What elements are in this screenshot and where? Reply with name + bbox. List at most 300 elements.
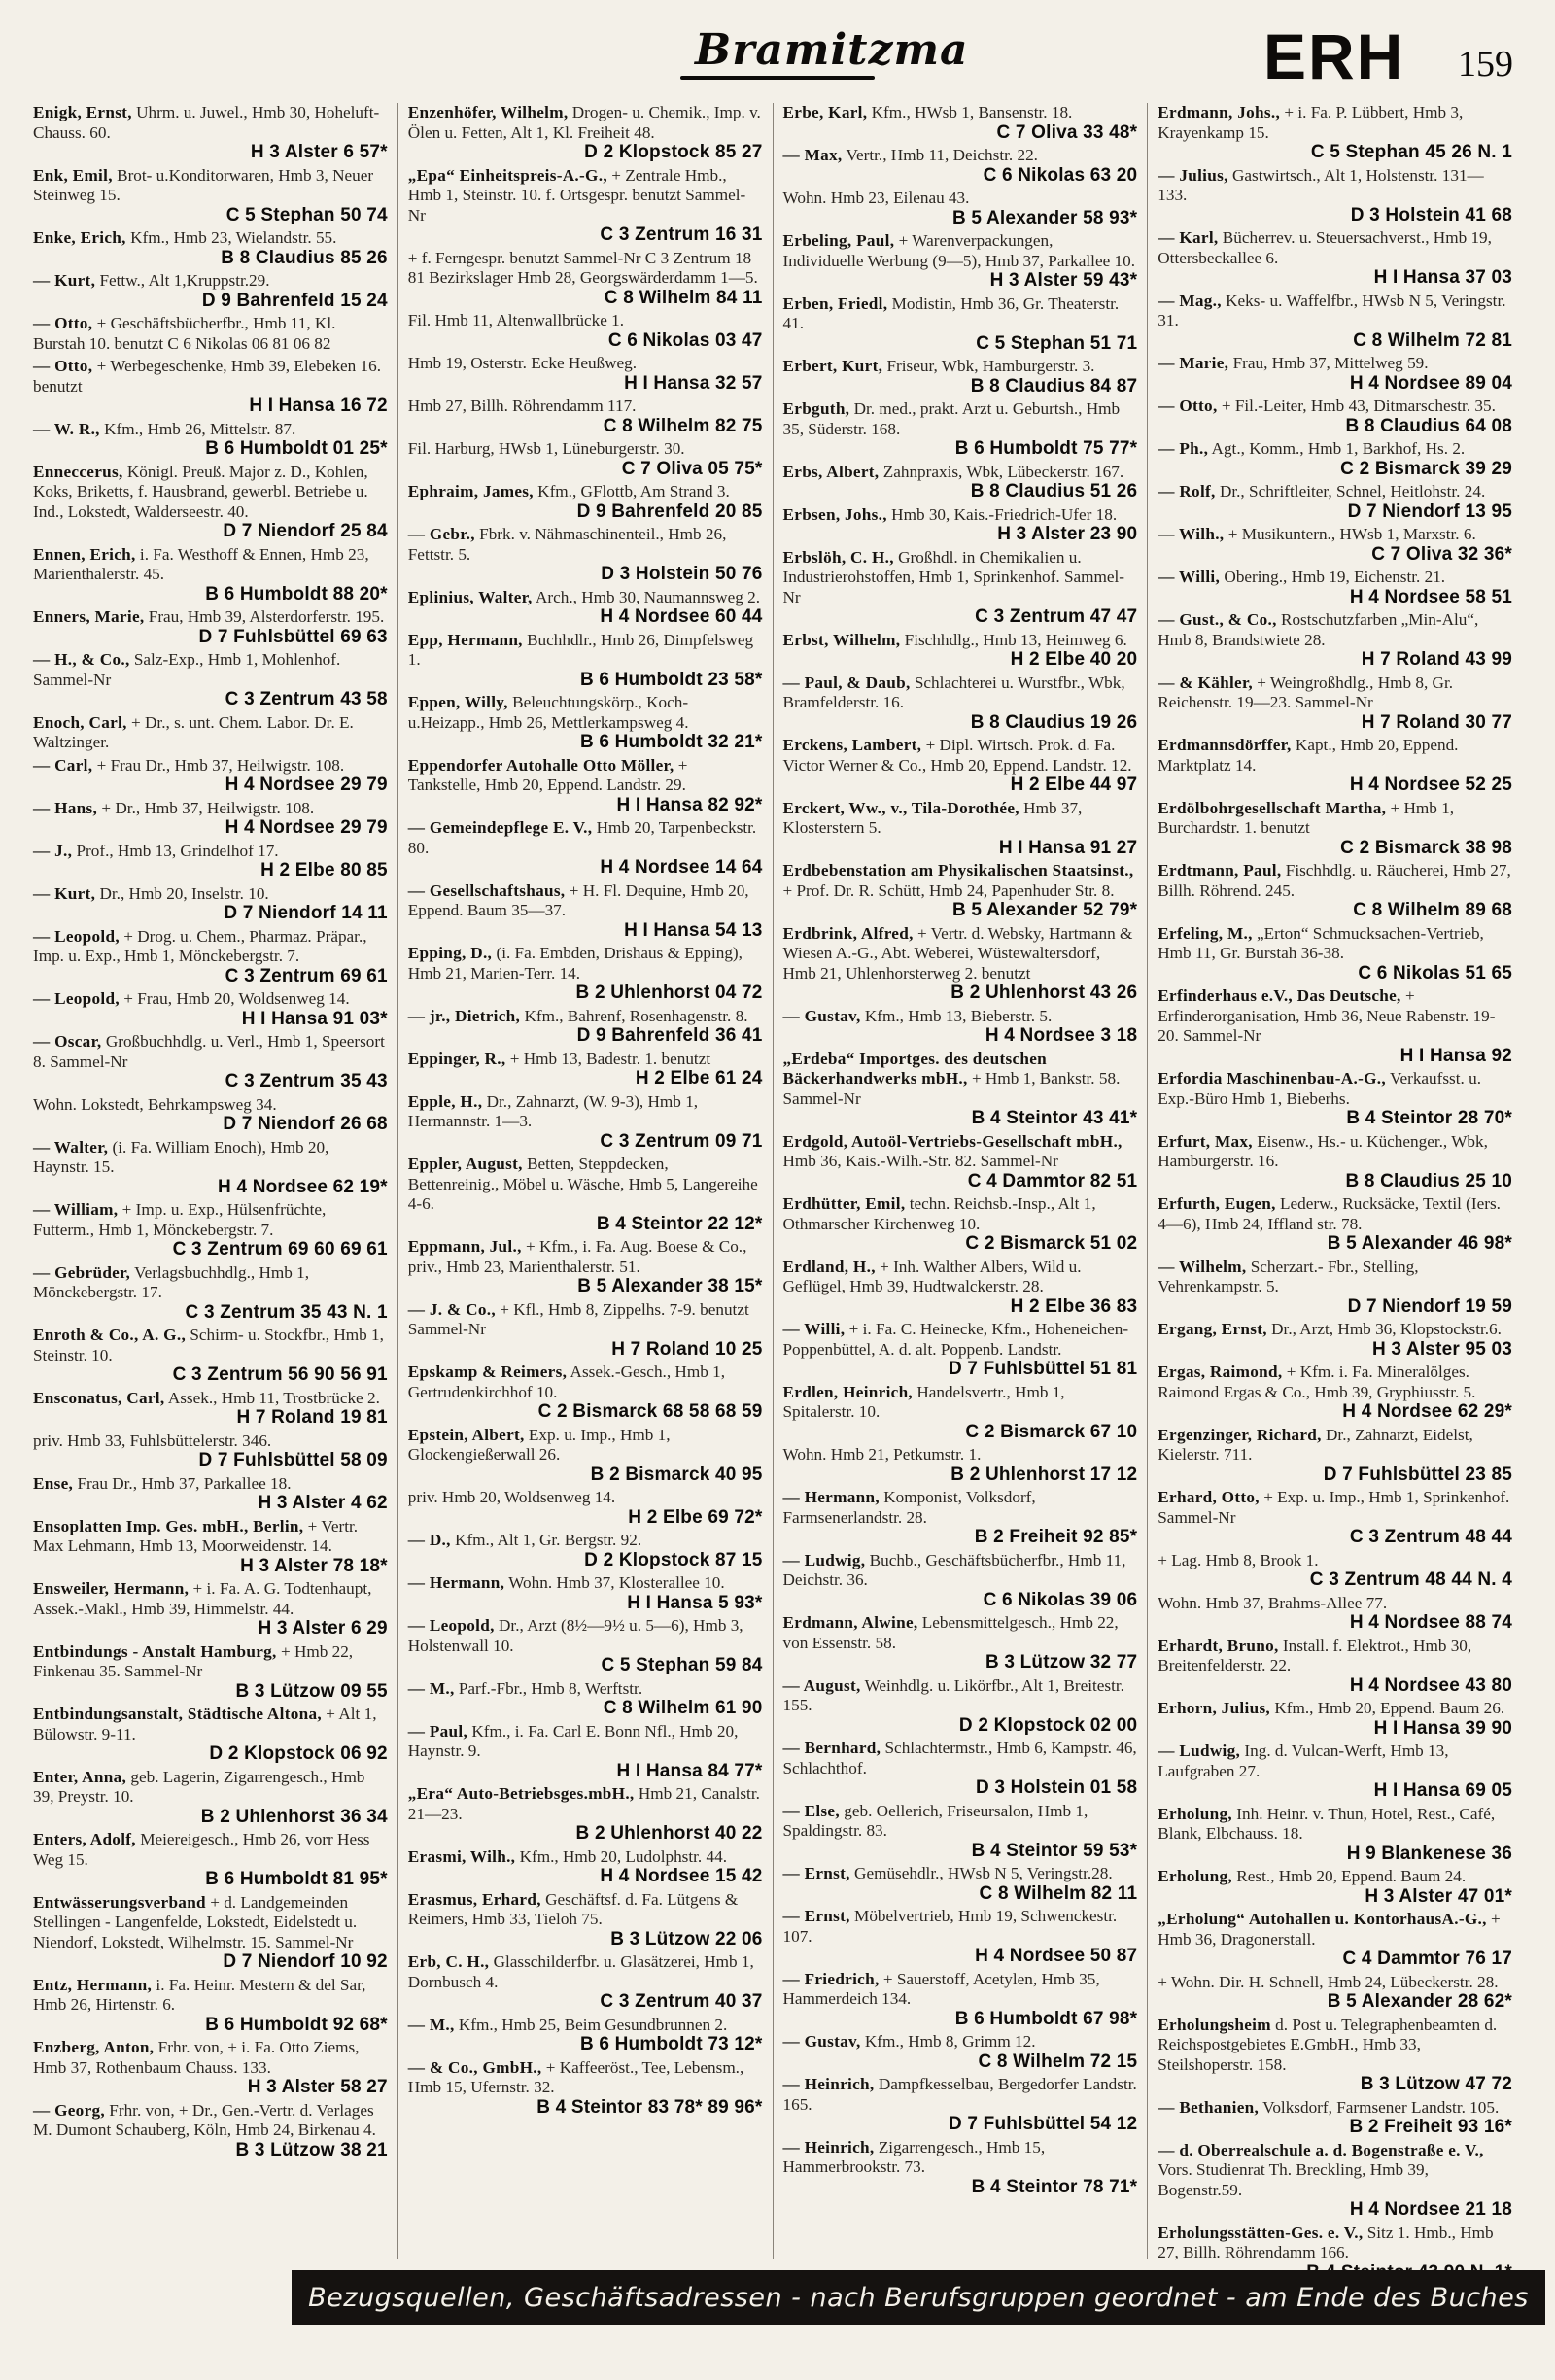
entry-name: — Oscar, [33,1032,102,1051]
entry-name: — Rolf, [1158,482,1216,500]
entry-phone: H I Hansa 5 93* [627,1592,763,1613]
directory-entry [408,525,763,585]
entry-phone: D 9 Bahrenfeld 15 24 [201,290,388,311]
directory-entry [33,842,388,881]
entry-phone: D 7 Fuhlsbüttel 54 12 [949,2114,1138,2134]
entry-name: Erholung, [1158,1804,1232,1823]
entry-details: Install. f. Elektrot., Hmb 30, Breitenfelderstr. 22. [1158,1636,1472,1674]
entry-phone: H 3 Alster 4 62 [258,1493,388,1513]
entry-phone: D 9 Bahrenfeld 36 41 [576,1025,763,1046]
entry-phone: B 2 Freiheit 92 85* [974,1527,1138,1547]
directory-entry [783,505,1138,545]
entry-name: „Era“ Auto-Betriebsges.mbH., [407,1784,635,1803]
entry-phone: H I Hansa 16 72 [249,396,388,416]
entry-details: Kfm., Alt 1, Gr. Bergstr. 92. [455,1531,642,1549]
entry-phone: C 6 Nikolas 39 06 [983,1589,1138,1610]
directory-entry [33,1474,388,1514]
entry-phone: B 4 Steintor 43 41* [971,1108,1138,1128]
directory-entry [408,693,763,753]
directory-entry [408,249,763,309]
entry-name: Erbs, Albert, [782,462,880,481]
directory-entry [1158,1910,1512,1970]
entry-details: Kfm., i. Fa. Carl E. Bonn Nfl., Hmb 20, Haynstr. 9. [407,1721,739,1760]
directory-entry [1158,292,1512,352]
directory-entry [33,1138,388,1198]
directory-entry [783,1383,1138,1443]
directory-entry [408,482,763,522]
entry-phone: H 7 Roland 30 77 [1361,711,1512,733]
directory-entry [1158,1320,1512,1360]
entry-name: — M., [407,2015,455,2034]
directory-entry [1158,103,1512,163]
entry-phone: C 8 Wilhelm 89 68 [1353,900,1512,920]
entry-name: — & Co., GmbH., [407,2057,542,2077]
entry-name: Erholungsheim [1158,2015,1271,2034]
entry-details: Fischhdlg. u. Räucherei, Hmb 27, Billh. Röhrend. 245. [1158,861,1511,900]
directory-entry [1158,1699,1512,1739]
entry-name: — Bernhard, [782,1739,881,1757]
directory-entry [33,103,388,163]
directory-entry [1158,1426,1512,1486]
directory-entry [783,1676,1138,1737]
entry-name: — Gust., & Co., [1158,610,1277,629]
directory-entry [33,2101,388,2161]
entry-name: Erdgold, Autoöl-Vertriebs-Gesellschaft mbH., [782,1131,1123,1151]
entry-name: — Leopold, [407,1616,495,1635]
directory-entry [1158,1805,1512,1865]
entry-phone: D 2 Klopstock 06 92 [209,1743,388,1764]
entry-details: + Frau, Hmb 20, Woldsenweg 14. [123,989,350,1008]
entry-name: — Otto, [1158,397,1218,415]
entry-phone: C 3 Zentrum 48 44 N. 4 [1309,1569,1512,1590]
entry-phone: C 5 Stephan 45 26 N. 1 [1310,142,1512,162]
entry-name: Erhard, Otto, [1158,1488,1260,1506]
entry-name: „Erholung“ Autohallen u. KontorhausA.-G., [1158,1910,1487,1928]
entry-name: Enzberg, Anton, [33,2038,155,2056]
directory-entry [408,354,763,394]
entry-details: Frau Dr., Hmb 37, Parkallee 18. [77,1473,292,1493]
entry-details: Meiereigesch., Hmb 26, vorr Hess Weg 15. [33,1830,370,1869]
entry-phone: C 7 Oliva 05 75* [621,458,763,479]
entry-details: + Dipl. Wirtsch. Prok. d. Fa. Victor Werner & Co., Hmb 20, Eppend. Landstr. 12. [782,736,1132,775]
entry-details: Zigarrengesch., Hmb 15, Hammerbrookstr. 73. [782,2137,1046,2176]
entry-details: Frau, Hmb 37, Mittelweg 59. [1232,354,1429,372]
entry-phone: C 6 Nikolas 63 20 [983,164,1138,186]
entry-name: — Heinrich, [782,2137,875,2156]
entry-details: Glasschilderfbr. u. Glasätzerei, Hmb 1, Dornbusch 4. [407,1952,754,1991]
entry-name: — Gemeindepflege E. V., [407,818,593,837]
directory-entry [33,545,388,605]
entry-details: + Geschäftsbücherfbr., Hmb 11, Kl. Burstah 10. benutzt C 6 Nikolas 06 81 06 82 [33,314,336,353]
directory-entry [783,189,1138,228]
entry-phone: H I Hansa 91 27 [998,837,1138,858]
entry-details: Lederw., Rucksäcke, Textil (Iers. 4—6), Hmb 24, Iffland str. 78. [1158,1194,1501,1233]
entry-name: — Ernst, [782,1907,850,1925]
entry-phone: H 4 Nordsee 52 25 [1349,775,1512,795]
directory-entry [408,103,763,163]
directory-entry [33,357,388,417]
entry-name: — Leopold, [33,989,120,1008]
entry-details: + Imp. u. Exp., Hülsenfrüchte, Futterm., Hmb 1, Mönckebergstr. 7. [33,1200,327,1239]
entry-name: Erasmi, Wilh., [407,1846,516,1866]
entry-phone: D 2 Klopstock 85 27 [584,142,763,162]
page-number: 159 [1458,44,1513,85]
entry-phone: D 7 Niendorf 26 68 [223,1114,388,1134]
directory-entry [783,294,1138,355]
entry-details: + H. Fl. Dequine, Hmb 20, Eppend. Baum 35—37. [407,880,749,919]
directory-entry [783,463,1138,502]
entry-phone: H 3 Alster 95 03 [1371,1338,1512,1360]
directory-entry [33,1095,388,1135]
directory-entry [33,314,388,354]
directory-entry [408,397,763,436]
directory-entry [783,1551,1138,1611]
entry-name: Erdbebenstation am Physikalischen Staatsinst., [782,861,1134,880]
entry-name: Enoch, Carl, [33,712,127,732]
entry-phone: H 4 Nordsee 3 18 [985,1025,1138,1046]
entry-phone: B 6 Humboldt 92 68* [205,2014,388,2035]
entry-phone: H 4 Nordsee 50 87 [975,1946,1138,1966]
entry-phone: B 8 Claudius 64 08 [1345,415,1512,436]
directory-entry [783,1320,1138,1380]
entry-phone: H 3 Alster 58 27 [247,2077,388,2097]
entry-name: Erdhütter, Emil, [782,1194,906,1213]
entry-phone: H 7 Roland 43 99 [1361,649,1512,670]
entry-name: — J. & Co., [407,1299,496,1319]
entry-details: Volksdorf, Farmsener Landstr. 105. [1262,2097,1500,2117]
entry-name: Erdbrink, Alfred, [782,923,914,943]
directory-entry [33,1893,388,1973]
entry-phone: C 8 Wilhelm 72 15 [978,2051,1138,2072]
entry-phone: B 6 Humboldt 88 20* [205,583,388,604]
entry-name: Ennen, Erich, [33,544,136,564]
entry-details: Verkaufsst. u. Exp.-Büro Hmb 1, Bieberhs. [1158,1069,1482,1108]
directory-entry [33,166,388,226]
directory-entry [408,1573,763,1613]
entry-phone: B 2 Uhlenhorst 04 72 [575,983,763,1003]
entry-details: Hmb 21, Canalstr. 21—23. [407,1784,760,1823]
entry-phone: C 2 Bismarck 68 58 68 59 [537,1401,763,1422]
directory-entry [33,1032,388,1092]
entry-details: Keks- u. Waffelfbr., HWsb N 5, Veringstr. 31. [1158,291,1506,329]
directory-entry [408,1050,763,1089]
directory-entry [1158,1194,1512,1255]
directory-entry [1158,1488,1512,1548]
entry-phone: B 3 Lützow 22 06 [610,1928,763,1949]
entry-details: geb. Lagerin, Zigarrengesch., Hmb 39, Preystr. 10. [33,1767,365,1806]
entry-phone: C 5 Stephan 59 84 [601,1655,763,1675]
entry-phone: C 2 Bismarck 51 02 [965,1233,1138,1254]
entry-details: Salz-Exp., Hmb 1, Mohlenhof. Sammel-Nr [33,650,341,689]
entry-details: Möbelvertrieb, Hmb 19, Schwenckestr. 107. [782,1907,1118,1946]
entry-phone: H I Hansa 54 13 [624,919,763,941]
entry-details: + Tankstelle, Hmb 20, Eppend. Landstr. 29. [407,755,688,794]
entry-name: — Wilhelm, [1158,1257,1247,1276]
entry-details: Kfm., Hmb 25, Beim Gesundbrunnen 2. [458,2015,728,2034]
entry-details: Hmb 19, Osterstr. Ecke Heußweg. [407,354,638,372]
entry-details: + Dr., Hmb 37, Heilwigstr. 108. [101,798,315,817]
header-script-word: Bramitzma [695,25,969,75]
entry-phone: D 3 Holstein 01 58 [976,1777,1138,1798]
entry-name: Erfurth, Eugen, [1158,1194,1276,1213]
entry-details: Wohn. Hmb 23, Eilenau 43. [782,189,970,207]
entry-name: — August, [782,1675,861,1695]
entry-details: + i. Fa. P. Lübbert, Hmb 3, Krayenkamp 15. [1158,103,1464,142]
directory-entry [783,1194,1138,1255]
directory-entry [408,756,763,816]
entry-phone: C 2 Bismarck 38 98 [1340,837,1512,858]
entry-name: — Friedrich, [782,1969,880,1988]
directory-entry [783,1802,1138,1862]
entry-details: Gastwirtsch., Alt 1, Holstenstr. 131—133. [1158,165,1484,204]
entry-phone: H I Hansa 39 90 [1373,1717,1512,1739]
entry-phone: B 5 Alexander 38 15* [577,1276,763,1296]
entry-phone: B 6 Humboldt 81 95* [205,1869,388,1889]
entry-details: geb. Oellerich, Friseursalon, Hmb 1, Spaldingstr. 83. [782,1801,1088,1840]
entry-name: Erb, C. H., [407,1952,490,1971]
entry-name: Eppinger, R., [407,1049,506,1068]
entry-details: Kfm., HWsb 1, Bansenstr. 18. [871,103,1073,121]
entry-details: Kfm., Bahrenf, Rosenhagenstr. 8. [524,1006,748,1025]
directory-entry [33,1976,388,2036]
entry-phone: C 3 Zentrum 40 37 [600,1991,763,2012]
entry-name: Eppmann, Jul., [407,1237,522,1256]
section-code: ERH [1263,20,1405,92]
entry-name: — M., [407,1678,455,1698]
entry-phone: H 4 Nordsee 29 79 [225,775,388,795]
entry-phone: B 8 Claudius 85 26 [221,247,388,268]
entry-details: Ing. d. Vulcan-Werft, Hmb 13, Laufgraben 27. [1158,1742,1449,1780]
entry-name: Epp, Hermann, [407,630,523,649]
directory-entry [783,1007,1138,1047]
entry-name: Entbindungs - Anstalt Hamburg, [33,1641,277,1661]
entry-phone: H 4 Nordsee 62 19* [218,1176,388,1197]
directory-entry [1158,166,1512,226]
entry-name: Erholungsstätten-Ges. e. V., [1158,2223,1364,2242]
entry-details: Arch., Hmb 30, Naumannsweg 2. [535,587,761,606]
directory-entry [408,1488,763,1528]
entry-details: Buchhdlr., Hmb 26, Dimpfelsweg 1. [407,630,754,669]
entry-details: priv. Hmb 20, Woldsenweg 14. [407,1488,616,1506]
entry-name: — Georg, [33,2100,105,2120]
entry-phone: H 4 Nordsee 88 74 [1349,1612,1512,1633]
entry-name: — W. R., [33,419,100,438]
header-script-underline [680,76,875,80]
directory-entry [408,1784,763,1845]
directory-entry [783,924,1138,1004]
entry-name: Entwässerungsverband [33,1892,206,1912]
entry-phone: C 3 Zentrum 56 90 56 91 [172,1364,388,1385]
entry-details: Kfm., Hmb 8, Grimm 12. [864,2032,1036,2051]
directory-entry [33,989,388,1029]
entry-details: Hmb 36, Kais.-Wilh.-Str. 82. Sammel-Nr [782,1152,1058,1170]
directory-entry [408,1722,763,1782]
entry-details: Modistin, Hmb 36, Gr. Theaterstr. 41. [782,293,1120,332]
entry-name: — D., [407,1531,451,1549]
entry-name: — d. Oberrealschule a. d. Bogenstraße e. V., [1158,2140,1484,2159]
entry-name: — Gesellschaftshaus, [407,880,566,900]
entry-details: + Wohn. Dir. H. Schnell, Hmb 24, Lübeckerstr. 28. [1158,1972,1499,1991]
entry-details: d. Post u. Telegraphenbeamten d. Reichspostgebietes E.GmbH., Hmb 33, Steilshoperstr. 158. [1158,2015,1498,2074]
entry-details: Frhr. von, + Dr., Gen.-Vertr. d. Verlages M. Dumont Schauberg, Köln, Hmb 24, Birkenau 4. [33,2100,376,2139]
entry-details: Schirm- u. Stockfbr., Hmb 1, Steinstr. 10. [33,1326,384,1364]
entry-phone: C 8 Wilhelm 82 75 [603,415,763,436]
entry-phone: H I Hansa 37 03 [1373,267,1512,288]
entry-phone: H I Hansa 84 77* [616,1760,763,1781]
entry-phone: B 4 Steintor 83 78* 89 96* [536,2096,763,2118]
entry-details: Agt., Komm., Hmb 1, Barkhof, Hs. 2. [1211,439,1466,458]
entry-phone: B 5 Alexander 58 93* [952,207,1138,228]
entry-details: Betten, Steppdecken, Bettenreinig., Möbel u. Wäsche, Hmb 5, Langereihe 4-6. [407,1155,758,1213]
entry-phone: B 2 Uhlenhorst 40 22 [575,1823,763,1844]
entry-name: — Ph., [1158,439,1209,458]
entry-name: Erholung, [1158,1867,1232,1885]
entry-phone: H 4 Nordsee 14 64 [600,857,763,878]
entry-phone: B 2 Uhlenhorst 36 34 [200,1806,388,1827]
entry-details: Dampfkesselbau, Bergedorfer Landstr. 165. [782,2075,1137,2114]
entry-phone: C 7 Oliva 33 48* [996,121,1138,143]
directory-entry [783,673,1138,734]
directory-entry [1158,1637,1512,1697]
directory-entry [1158,924,1512,984]
entry-details: Hmb 20, Tarpenbeckstr. 80. [407,818,757,857]
entry-details: Schlachterei u. Wurstfbr., Wbk, Bramfelderstr. 16. [782,673,1125,711]
entry-details: + Prof. Dr. R. Schütt, Hmb 24, Papenhuder Str. 8. [782,880,1115,900]
entry-details: + Vertr. Max Lehmann, Hmb 13, Moorweidenstr. 14. [33,1516,359,1555]
directory-entry [1158,568,1512,607]
entry-details: Kfm., Hmb 26, Mittelstr. 87. [104,419,296,438]
directory-entry [783,1739,1138,1799]
entry-details: + d. Landgemeinden Stellingen - Langenfelde, Lokstedt, Eidelstedt u. Niendorf, Lokstedt, Wilhelmstr. 15. Sammel-Nr [33,1892,358,1951]
entry-details: Hmb 30, Kais.-Friedrich-Ufer 18. [891,504,1118,524]
page-header [0,0,1555,107]
entry-name: Erdölbohrgesellschaft Martha, [1158,798,1387,817]
entry-details: Assek., Hmb 11, Trostbrücke 2. [167,1388,380,1407]
entry-details: + Frau Dr., Hmb 37, Heilwigstr. 108. [96,755,345,775]
entry-phone: H 4 Nordsee 89 04 [1349,372,1512,394]
entry-details: + Hmb 1, Burchardstr. 1. benutzt [1158,798,1455,837]
entry-details: i. Fa. Heinr. Mestern & del Sar, Hmb 26, Hirtenstr. 6. [33,1975,366,2014]
entry-name: — Ludwig, [782,1550,866,1569]
entry-details: Frau, Hmb 39, Alsterdorferstr. 195. [148,607,385,626]
entry-name: Enke, Erich, [33,228,126,247]
entry-name: — Gustav, [782,2032,861,2051]
directory-entry [1158,799,1512,859]
directory-entry [1158,525,1512,565]
entry-phone: D 3 Holstein 41 68 [1350,204,1512,225]
directory-entry [783,103,1138,143]
entry-phone: C 5 Stephan 51 71 [976,332,1138,354]
entry-name: Enigk, Ernst, [33,103,132,121]
entry-details: Kfm., Hmb 23, Wielandstr. 55. [130,228,337,247]
entry-phone: H 7 Roland 19 81 [236,1407,388,1428]
entry-details: Dr., Schriftleiter, Schnel, Heitlohstr. 24. [1219,482,1486,500]
entry-phone: C 8 Wilhelm 72 81 [1353,329,1512,351]
directory-entry [33,1642,388,1703]
entry-name: — Mag., [1158,291,1222,310]
entry-name: Enters, Adolf, [33,1830,136,1848]
entry-phone: H 4 Nordsee 29 79 [225,817,388,838]
directory-entry [1158,1551,1512,1591]
entry-name: — Hermann, [407,1573,505,1592]
entry-name: Erhardt, Bruno, [1158,1636,1279,1655]
directory-entry [408,2016,763,2055]
entry-name: Erfinderhaus e.V., Das Deutsche, [1158,986,1401,1005]
entry-name: — Kurt, [33,883,96,903]
entry-phone: B 6 Humboldt 75 77* [954,438,1138,459]
entry-phone: D 7 Niendorf 10 92 [223,1951,388,1972]
entry-name: Erfurt, Max, [1158,1131,1253,1151]
entry-phone: B 2 Freiheit 93 16* [1349,2117,1512,2137]
entry-name: Enneccerus, [33,462,123,481]
entry-phone: B 6 Humboldt 23 58* [579,669,763,690]
entry-phone: C 6 Nikolas 51 65 [1358,962,1512,983]
entry-name: Erbsen, Johs., [782,504,887,524]
directory-entry [33,1263,388,1324]
entry-phone: B 4 Steintor 28 70* [1346,1108,1512,1128]
entry-details: Geschäftsf. d. Fa. Lütgens & Reimers, Hmb 33, Tieloh 75. [407,1889,739,1928]
entry-phone: B 5 Alexander 52 79* [952,900,1138,920]
directory-entry [1158,986,1512,1066]
entry-details: Königl. Preuß. Major z. D., Kohlen, Koks, Briketts, f. Hausbrand, gewerbl. Betriebe u. Ind., Lokstedt, Walderseestr. 40. [33,462,368,521]
entry-details: + Inh. Walther Albers, Wild u. Geflügel, Hmb 39, Hudtwalckerstr. 28. [782,1257,1082,1295]
entry-name: — Hans, [33,798,98,817]
entry-name: — & Kähler, [1158,673,1253,692]
directory-entry [783,799,1138,859]
directory-entry [1158,861,1512,921]
entry-details: Assek.-Gesch., Hmb 1, Gertrudenkirchhof 10. [407,1362,725,1401]
entry-phone: C 4 Dammtor 82 51 [967,1170,1138,1191]
entry-name: Entbindungsanstalt, Städtische Altona, [33,1705,322,1723]
directory-entry [408,1426,763,1486]
entry-name: — Ernst, [782,1864,850,1882]
entry-details: (i. Fa. William Enoch), Hmb 20, Haynstr. 15. [33,1137,329,1176]
entry-details: Sitz 1. Hmb., Hmb 27, Billh. Röhrendamm 166. [1158,2223,1494,2261]
entry-details: Gemüsehdlr., HWsb N 5, Veringstr.28. [854,1864,1113,1882]
directory-entry [408,1237,763,1297]
entry-details: + Fil.-Leiter, Hmb 43, Ditmarschestr. 35. [1221,397,1496,415]
entry-name: — Max, [782,146,843,164]
directory-entry [408,1616,763,1676]
entry-phone: H 2 Elbe 61 24 [635,1068,763,1088]
entry-name: Erdmann, Johs., [1158,103,1281,121]
entry-details: Fil. Harburg, HWsb 1, Lüneburgerstr. 30. [407,439,685,458]
entry-name: — Karl, [1158,228,1219,247]
entry-name: Erckert, Ww., v., Tila-Dorothée, [782,798,1019,817]
entry-name: Ensweiler, Hermann, [33,1579,190,1598]
entry-phone: B 5 Alexander 46 98* [1327,1233,1512,1254]
entry-details: + Sauerstoff, Acetylen, Hmb 35, Hammerdeich 134. [782,1969,1100,2008]
entry-details: Fettw., Alt 1,Kruppstr.29. [99,271,270,290]
directory-entry [1158,1973,1512,2013]
entry-name: — jr., Dietrich, [407,1006,521,1025]
entry-phone: H I Hansa 91 03* [241,1008,388,1029]
entry-phone: H I Hansa 32 57 [624,372,763,394]
entry-phone: B 6 Humboldt 73 12* [579,2034,763,2054]
directory-entry [1158,439,1512,479]
entry-name: Erdtmann, Paul, [1158,861,1282,880]
entry-name: — Kurt, [33,271,96,290]
entry-name: — Otto, [33,314,93,332]
entry-details: Kfm., Hmb 20, Eppend. Baum 26. [1274,1699,1505,1717]
entry-name: — Else, [782,1801,840,1820]
directory-entry [783,631,1138,671]
directory-entry [1158,397,1512,436]
entry-name: — Carl, [33,755,93,775]
entry-details: Dr., Hmb 20, Inselstr. 10. [99,883,269,903]
entry-phone: C 3 Zentrum 43 58 [225,689,388,709]
directory-entry [408,1300,763,1361]
